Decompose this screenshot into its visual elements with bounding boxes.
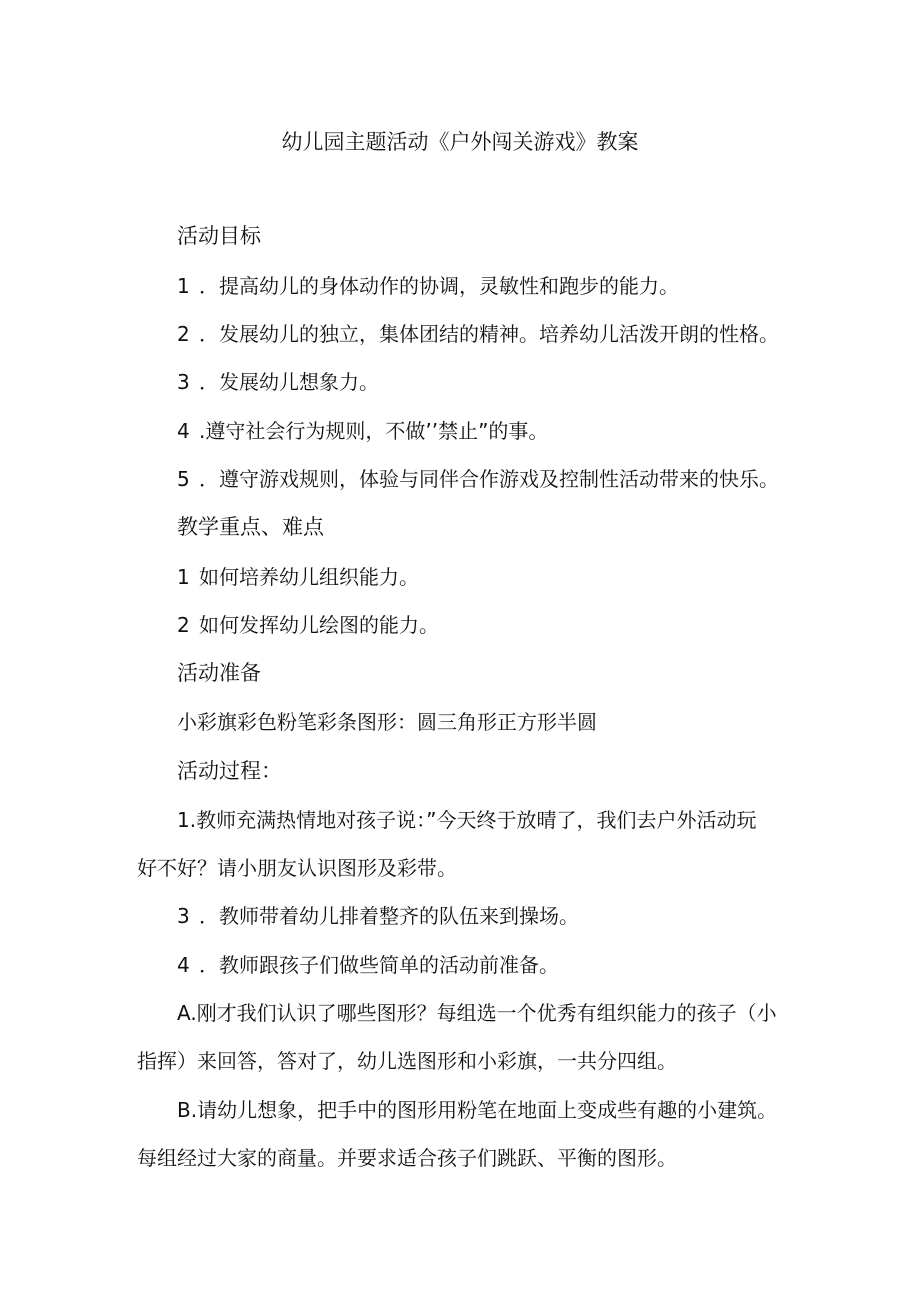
keypoint-item-number: 2 bbox=[177, 613, 190, 637]
goal-item-text: ．提高幼儿的身体动作的协调，灵敏性和跑步的能力。 bbox=[199, 274, 679, 298]
process-paragraph-b-line-2: 每组经过大家的商量。并要求适合孩子们跳跃、平衡的图形。 bbox=[137, 1146, 677, 1170]
goal-item-text: ．遵守游戏规则，体验与同伴合作游戏及控制性活动带来的快乐。 bbox=[199, 467, 779, 491]
process-paragraph-a-line-2: 指挥）来回答，答对了，幼儿选图形和小彩旗，一共分四组。 bbox=[137, 1049, 677, 1073]
process-paragraph-1-line-1: 1.教师充满热情地对孩子说：”今天终于放晴了，我们去户外活动玩 bbox=[177, 808, 757, 832]
process-heading: 活动过程： bbox=[177, 759, 282, 783]
goal-item-text: ．发展幼儿的独立，集体团结的精神。培养幼儿活泼开朗的性格。 bbox=[199, 322, 779, 346]
preparation-heading: 活动准备 bbox=[177, 661, 261, 685]
preparation-text: 小彩旗彩色粉笔彩条图形：圆三角形正方形半圆 bbox=[177, 710, 597, 734]
keypoint-item bbox=[177, 563, 419, 591]
goal-item bbox=[177, 465, 779, 493]
goal-item-number: 3 bbox=[177, 370, 190, 394]
goal-item-number: 2 bbox=[177, 322, 190, 346]
goals-heading: 活动目标 bbox=[177, 224, 261, 248]
keypoint-item-number: 1 bbox=[177, 565, 190, 589]
process-step-text: ．教师带着幼儿排着整齐的队伍来到操场。 bbox=[199, 904, 579, 928]
goal-item bbox=[177, 368, 379, 396]
goal-item-number: 5 bbox=[177, 467, 190, 491]
keypoints-heading: 教学重点、难点 bbox=[177, 515, 324, 539]
process-paragraph-b-line-1: B.请幼儿想象，把手中的图形用粉笔在地面上变成些有趣的小建筑。 bbox=[177, 1098, 778, 1122]
goal-item bbox=[177, 272, 679, 300]
goal-item-number: 1 bbox=[177, 274, 190, 298]
keypoint-item bbox=[177, 611, 439, 639]
process-step-number: 3 bbox=[177, 904, 190, 928]
keypoint-item-text: 如何培养幼儿组织能力。 bbox=[199, 565, 419, 589]
process-step bbox=[177, 951, 559, 979]
process-step-number: 4 bbox=[177, 953, 190, 977]
keypoint-item-text: 如何发挥幼儿绘图的能力。 bbox=[199, 613, 439, 637]
process-paragraph-a-line-1: A.刚才我们认识了哪些图形？每组选一个优秀有组织能力的孩子（小 bbox=[177, 1001, 777, 1025]
process-paragraph-1-line-2: 好不好？请小朋友认识图形及彩带。 bbox=[137, 856, 457, 880]
process-step-text: ．教师跟孩子们做些简单的活动前准备。 bbox=[199, 953, 559, 977]
goal-item bbox=[177, 320, 779, 348]
goal-item bbox=[177, 417, 548, 445]
process-step bbox=[177, 902, 579, 930]
goal-item-number: 4 bbox=[177, 419, 190, 443]
goal-item-text: ．发展幼儿想象力。 bbox=[199, 370, 379, 394]
document-title: 幼儿园主题活动《户外闯关游戏》教案 bbox=[281, 130, 639, 154]
goal-item-text: .遵守社会行为规则，不做’’禁止”的事。 bbox=[199, 419, 549, 443]
